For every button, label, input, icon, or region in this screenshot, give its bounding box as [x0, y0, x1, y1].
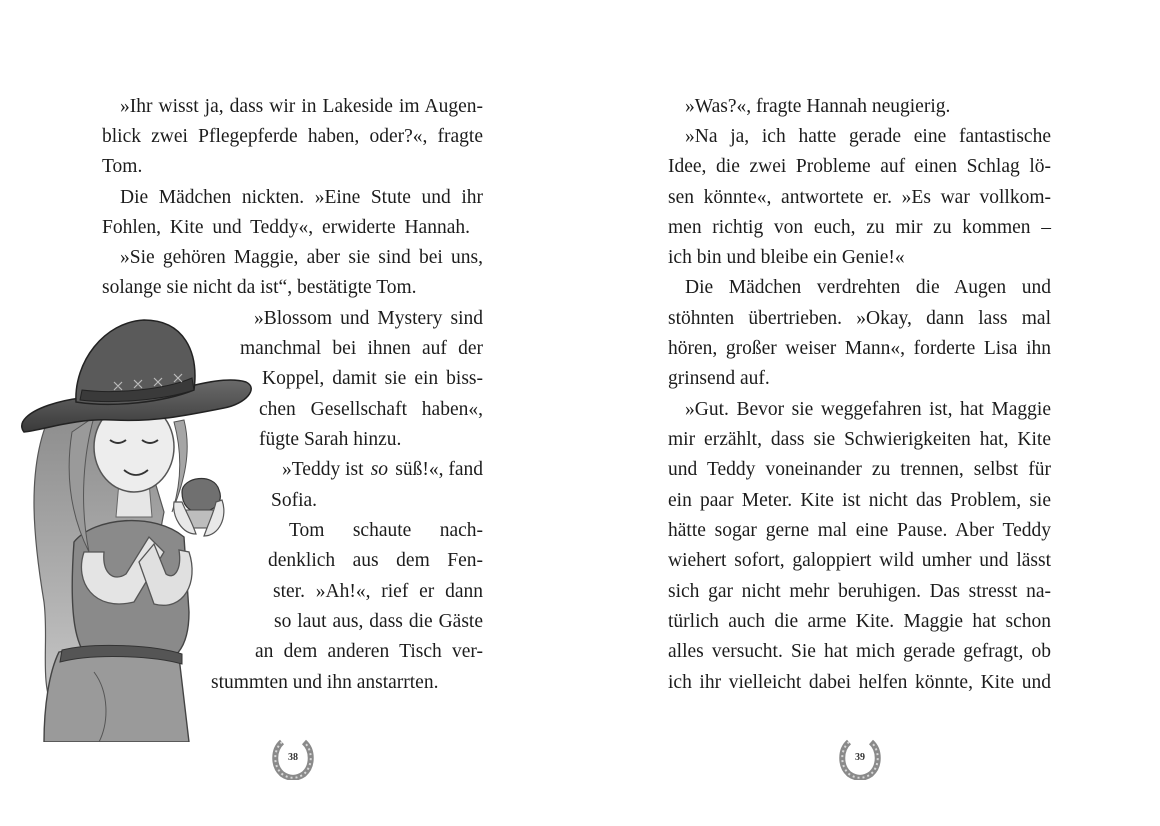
text-line: solange sie nicht da ist“, bestätigte Tom. [102, 277, 417, 298]
page-number-badge [838, 736, 882, 780]
right-page [580, 0, 1160, 826]
text-line: stöhnten übertrieben. »Okay, dann lass mal [668, 308, 1051, 329]
text-line: Koppel, damit sie ein biss- [262, 368, 483, 389]
text-line: grinsend auf. [668, 368, 770, 389]
text-line: an dem anderen Tisch ver- [255, 641, 483, 662]
text-line: »Sie gehören Maggie, aber sie sind bei uns, [120, 247, 483, 268]
text-line: stummten und ihn anstarrten. [211, 672, 439, 693]
cowgirl-illustration [14, 312, 264, 742]
text-line: so laut aus, dass die Gäste [274, 611, 483, 632]
text-line: blick zwei Pflegepferde haben, oder?«, fragte [102, 126, 483, 147]
text-line [282, 455, 483, 485]
page-number: 39 [855, 752, 865, 763]
text-line: men richtig von euch, zu mir zu kommen – [668, 217, 1051, 238]
text-line: Die Mädchen verdrehten die Augen und [685, 277, 1051, 298]
text-line: hätte sogar gerne mal eine Pause. Aber Teddy [668, 520, 1051, 541]
text-line: ein paar Meter. Kite ist nicht das Problem, sie [668, 490, 1051, 511]
text-segment: »Teddy ist [282, 459, 364, 480]
text-line: ich ihr vielleicht dabei helfen könnte, Kite und [668, 672, 1051, 693]
text-line: wiehert sofort, galoppiert wild umher und lässt [668, 550, 1051, 571]
text-line: »Was?«, fragte Hannah neugierig. [685, 96, 951, 117]
text-line: Die Mädchen nickten. »Eine Stute und ihr [120, 187, 483, 208]
text-line: ster. »Ah!«, rief er dann [273, 581, 483, 602]
text-line: »Na ja, ich hatte gerade eine fantastische [685, 126, 1051, 147]
text-line: Fohlen, Kite und Teddy«, erwiderte Hannah. [102, 217, 470, 238]
text-line: »Blossom und Mystery sind [254, 308, 483, 329]
text-line: sen könnte«, antwortete er. »Es war vollkom- [668, 187, 1051, 208]
text-line: Tom. [102, 156, 143, 177]
text-line: »Ihr wisst ja, dass wir in Lakeside im Augen- [120, 96, 483, 117]
text-line: hören, großer weiser Mann«, forderte Lisa ihn [668, 338, 1051, 359]
emphasis-text: so [370, 459, 389, 480]
page-number: 38 [288, 752, 298, 763]
text-line: chen Gesellschaft haben«, [259, 399, 483, 420]
text-line: »Gut. Bevor sie weggefahren ist, hat Maggie [685, 399, 1051, 420]
text-line: sich gar nicht mehr beruhigen. Das stresst na- [668, 581, 1051, 602]
page-number-badge [271, 736, 315, 780]
text-line: ich bin und bleibe ein Genie!« [668, 247, 905, 268]
text-line: und Teddy voneinander zu trennen, selbst für [668, 459, 1051, 480]
text-segment: süß!«, fand [395, 459, 483, 480]
text-line: alles versucht. Sie hat mich gerade gefragt, ob [668, 641, 1051, 662]
text-line: fügte Sarah hinzu. [259, 429, 402, 450]
text-line: Idee, die zwei Probleme auf einen Schlag lö- [668, 156, 1051, 177]
text-line: türlich auch die arme Kite. Maggie hat schon [668, 611, 1051, 632]
text-line: Sofia. [271, 490, 318, 511]
text-line: mir erzählt, dass sie Schwierigkeiten hat, Kite [668, 429, 1051, 450]
text-line: manchmal bei ihnen auf der [240, 338, 483, 359]
text-line: Tom schaute nach- [289, 520, 483, 541]
text-line: denklich aus dem Fen- [268, 550, 483, 571]
